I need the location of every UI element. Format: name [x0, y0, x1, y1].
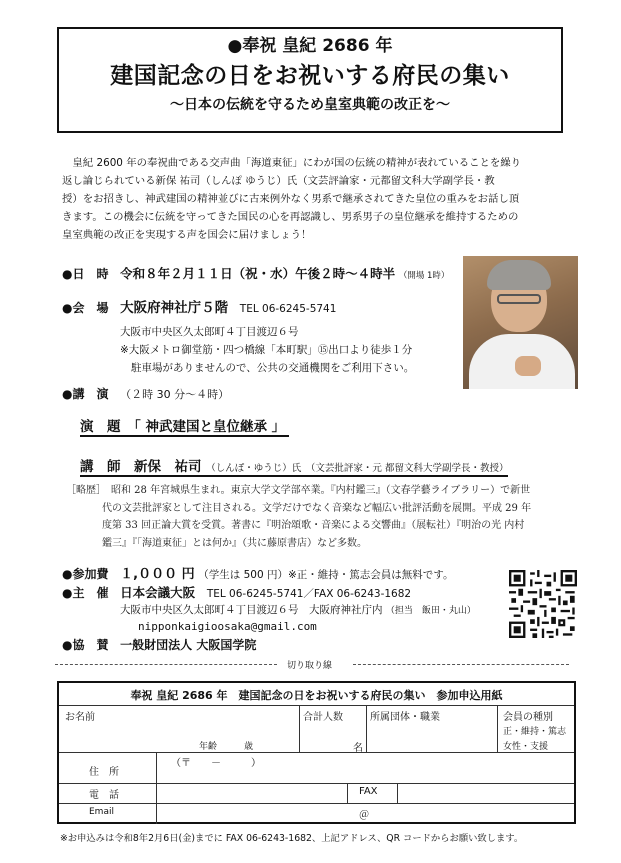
- venue-parking: 駐車場がありませんので、公共の交通機関をご利用下さい。: [131, 362, 415, 374]
- date-note: （開場 1時）: [398, 271, 450, 281]
- count-unit: 名: [353, 743, 363, 754]
- bio-line: 代の文芸批評家として注目される。文学だけでなく音楽など幅広い批評活動を展開。平成 29 年: [102, 502, 532, 514]
- member-options-2: 女性・支援: [503, 742, 549, 752]
- postal-label: （〒 － ）: [171, 758, 261, 769]
- lecturer-name: 講 師 新保 祐司: [80, 459, 202, 475]
- fee-note: （学生は 500 円）※正・維持・篤志会員は無料です。: [198, 569, 454, 581]
- cut-line-label: 切り取り線: [287, 661, 333, 671]
- member-options-1: 正・維持・篤志: [503, 727, 567, 737]
- lecture-label: ●講 演: [62, 387, 109, 401]
- date-row: [62, 265, 449, 285]
- host-name: 日本会議大阪: [120, 585, 196, 600]
- event-subtitle: ～日本の伝統を守るため皇室典範の改正を～: [170, 97, 450, 113]
- phone-label: 電 話: [89, 790, 119, 801]
- footer-note: ※お申込みは令和8年2月6日(金)までに FAX 06-6243-1682、上記アドレス、QR コードからお願い致します。: [60, 833, 524, 844]
- venue-name: 大阪府神社庁５階: [120, 300, 229, 316]
- lecturer-line: [80, 455, 508, 477]
- venue-label: ●会 場: [62, 301, 109, 315]
- email-at-sign: ＠: [359, 810, 369, 821]
- age-label: 年齢 歳: [199, 742, 254, 752]
- fax-label: FAX: [359, 786, 378, 797]
- intro-line: 授）をお招きし、神武建国の精神並びに古来例外なく男系で継承されてきた皇位の重みをお話し頂: [62, 193, 520, 205]
- lecturer-kana: （しんぽ・ゆうじ）氏: [206, 463, 302, 474]
- address-label: 住 所: [89, 767, 119, 778]
- lecturer-bio: [66, 482, 560, 552]
- venue-tel: TEL 06-6245-5741: [239, 303, 337, 315]
- bio-line: 度第 33 回正論大賞を受賞。著書に『明治頌歌・音楽による交響曲』（展転社）『明治の光 内村: [102, 520, 525, 531]
- sponsor-row: [62, 636, 256, 654]
- sponsor-name: 一般財団法人 大阪国学院: [120, 638, 257, 652]
- host-address: 大阪市中央区久太郎町４丁目渡辺６号 大阪府神社庁内: [120, 604, 383, 616]
- intro-line: 皇紀 2600 年の奉祝曲である交声曲「海道東征」にわが国の伝統の精神が表れていることを繰り: [72, 157, 522, 169]
- event-title: 建国記念の日をお祝いする府民の集い: [110, 63, 510, 89]
- host-label: ●主 催: [62, 586, 109, 600]
- fee-row: [62, 565, 453, 584]
- member-label: 会員の種別: [503, 712, 553, 723]
- lecture-time: （２時 30 分～４時）: [120, 388, 230, 401]
- qr-code[interactable]: [509, 570, 577, 638]
- intro-line: きます。この機会に伝統を守ってきた国民の心を再認識し、男系男子の皇位継承を維持するための: [62, 211, 519, 223]
- celebration-heading: ●奉祝 皇紀 2686 年: [227, 36, 393, 56]
- venue-row: [62, 299, 336, 318]
- date-label: ●日 時: [62, 267, 109, 281]
- host-tel: TEL 06-6245-5741／FAX 06-6243-1682: [206, 588, 412, 600]
- host-email[interactable]: nipponkaigioosaka@gmail.com: [138, 620, 317, 633]
- email-label: Email: [89, 807, 114, 817]
- fee-value: １,０００ 円: [120, 567, 195, 582]
- count-label: 合計人数: [303, 712, 343, 723]
- bio-line: 鑑三』『「海道東征」とは何か』（共に藤原書店）など多数。: [102, 537, 367, 549]
- title-box: [57, 27, 563, 133]
- host-contact: （担当 飯田・丸山）: [385, 606, 476, 616]
- venue-address: 大阪市中央区久太郎町４丁目渡辺６号: [120, 326, 299, 338]
- org-label: 所属団体・職業: [370, 712, 440, 723]
- bio-line: ［略歴］ 昭和 28 年宮城県生まれ。東京大学文学部卒業。『内村鑑三』（文春学藝ライブラリー）で新世: [66, 485, 531, 496]
- venue-access: ※大阪メトロ御堂筋・四つ橋線「本町駅」⑮出口より徒歩１分: [120, 344, 413, 356]
- speech-title: 演 題 「 神武建国と皇位継承 」: [80, 415, 289, 437]
- intro-line: 返し論じられている新保 祐司（しんぽ ゆうじ）氏（文芸評論家・元都留文科大学副学長・教: [62, 175, 495, 187]
- name-label: お名前: [65, 712, 95, 723]
- form-title: 奉祝 皇紀 2686 年 建国記念の日をお祝いする府民の集い 参加申込用紙: [130, 689, 503, 702]
- intro-paragraph: [62, 154, 562, 244]
- lecture-row: [62, 385, 229, 404]
- date-value: 令和８年２月１１日（祝・水）午後２時～４時半: [120, 266, 396, 281]
- application-form: [57, 681, 576, 824]
- intro-line: 皇室典範の改正を実現する声を国会に届けましょう！: [62, 229, 312, 241]
- fee-label: ●参加費: [62, 567, 109, 581]
- lecturer-title: （文芸批評家・元 都留文科大学副学長・教授）: [305, 463, 509, 474]
- sponsor-label: ●協 賛: [62, 638, 109, 652]
- lecturer-photo: [463, 256, 578, 389]
